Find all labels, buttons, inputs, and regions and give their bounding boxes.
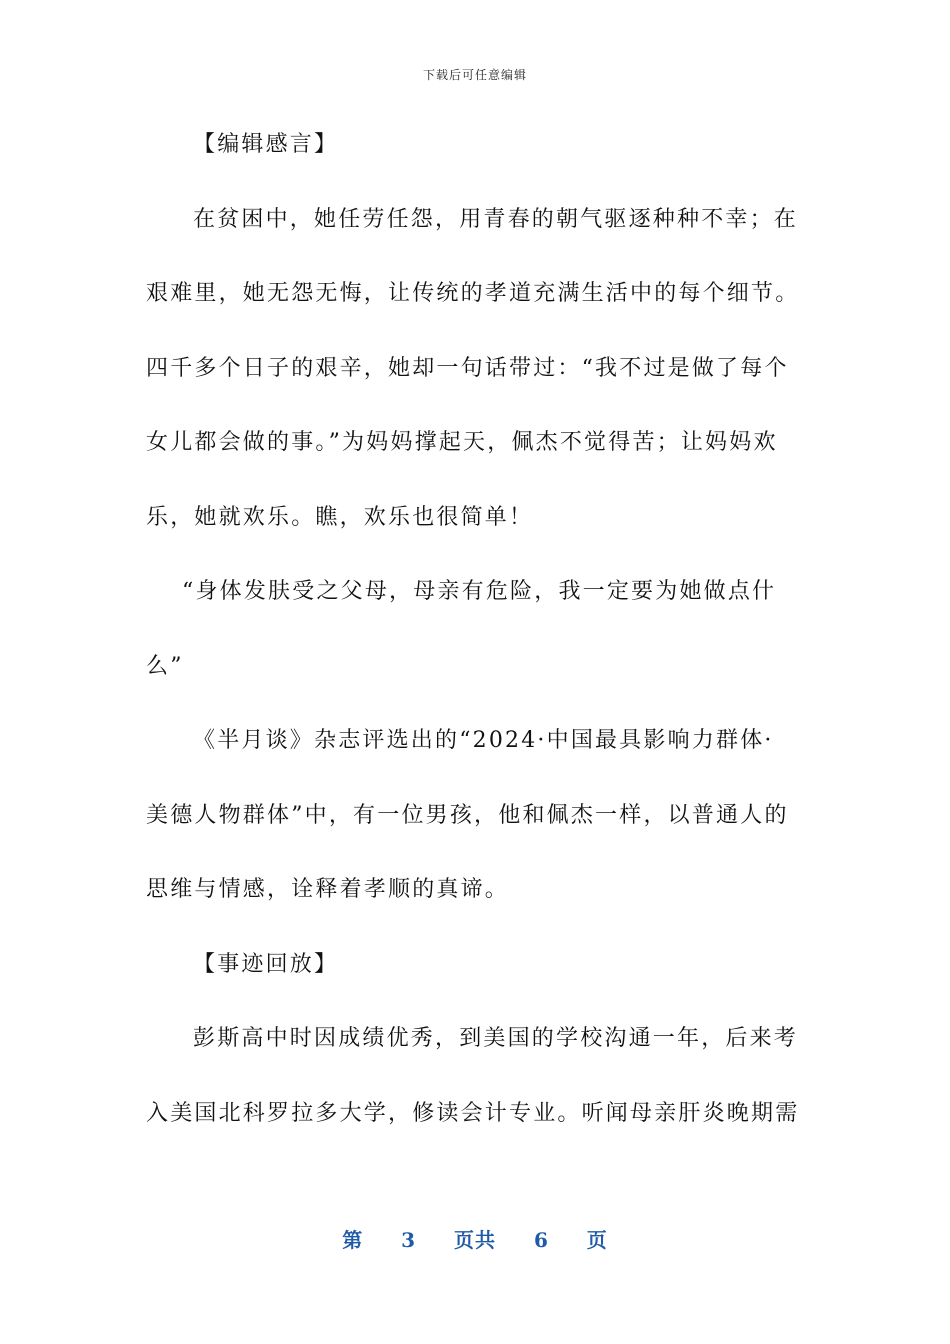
paragraph-line: 《半月谈》杂志评选出的“2024·中国最具影响力群体· xyxy=(193,728,774,753)
page-footer xyxy=(0,1224,950,1253)
page-total: 6 xyxy=(533,1228,549,1252)
paragraph-line: 乐，她就欢乐。瞧，欢乐也很简单！ xyxy=(146,504,534,530)
page-prefix: 第 xyxy=(342,1228,364,1252)
page-number: 3 xyxy=(401,1228,417,1252)
page-suffix: 页 xyxy=(586,1228,608,1252)
quote-line: 么” xyxy=(146,653,184,679)
quote-line: “身体发肤受之父母，母亲有危险，我一定要为她做点什 xyxy=(182,579,777,604)
paragraph-line: 在贫困中，她任劳任怨，用青春的朝气驱逐种种不幸；在 xyxy=(193,206,799,232)
paragraph-line: 彭斯高中时因成绩优秀，到美国的学校沟通一年，后来考 xyxy=(193,1026,799,1051)
document-body xyxy=(146,120,800,1163)
paragraph-line: 艰难里，她无怨无悔，让传统的孝道充满生活中的每个细节。 xyxy=(146,281,800,306)
paragraph-line: 女儿都会做的事。”为妈妈撑起天，佩杰不觉得苦；让妈妈欢 xyxy=(146,430,778,455)
section-heading-story: 【事迹回放】 xyxy=(193,951,339,977)
page-header: 下载后可任意编辑 xyxy=(422,68,527,82)
paragraph-line: 美德人物群体”中，有一位男孩，他和佩杰一样，以普通人的 xyxy=(146,802,789,828)
paragraph-line: 思维与情感，诠释着孝顺的真谛。 xyxy=(146,877,510,902)
page-middle: 页共 xyxy=(454,1228,496,1252)
section-heading-editor-note: 【编辑感言】 xyxy=(193,132,339,157)
paragraph-line: 四千多个日子的艰辛，她却一句话带过：“我不过是做了每个 xyxy=(146,355,789,381)
paragraph-line: 入美国北科罗拉多大学，修读会计专业。听闻母亲肝炎晚期需 xyxy=(146,1100,800,1126)
